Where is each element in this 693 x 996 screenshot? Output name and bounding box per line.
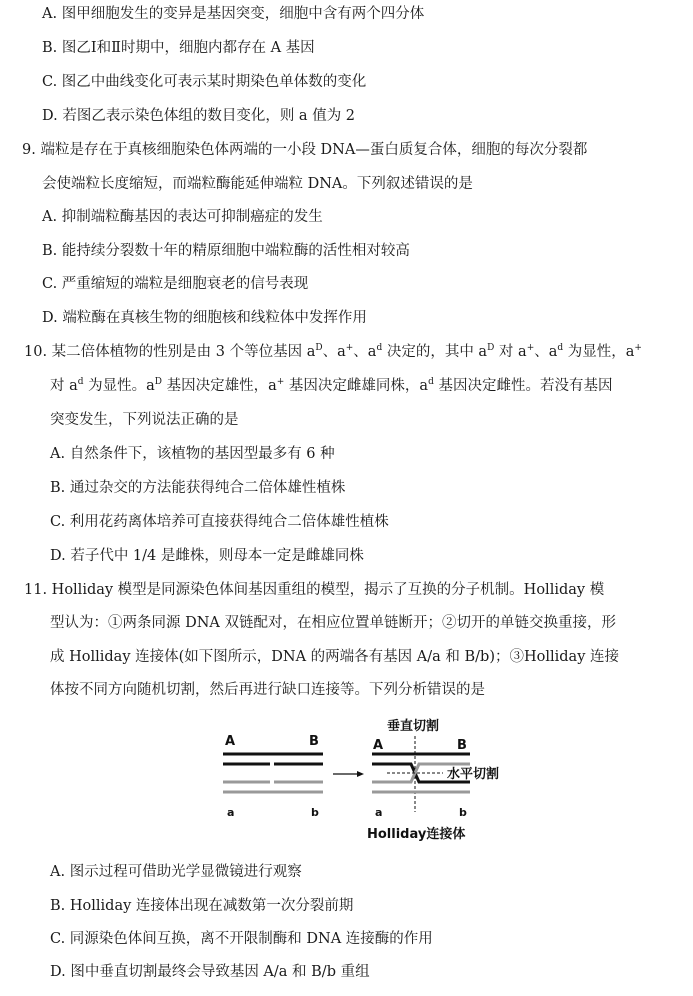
right-gene-b-label: b xyxy=(459,806,467,819)
q9-option-c: C. 严重缩短的端粒是细胞衰老的信号表现 xyxy=(42,276,309,292)
q10-option-c: C. 利用花药离体培养可直接获得纯合二倍体雄性植株 xyxy=(50,514,389,530)
left-gene-B-label: B xyxy=(309,734,319,749)
q11-option-a: A. 图示过程可借助光学显微镜进行观察 xyxy=(50,864,302,880)
q11-option-c: C. 同源染色体间互换，离不开限制酶和 DNA 连接酶的作用 xyxy=(50,931,433,947)
q11-stem-line3: 成 Holliday 连接体(如下图所示，DNA 的两端各有基因 A/a 和 B/b)；③Holliday 连接 xyxy=(50,649,619,665)
q11-stem-line2: 型认为：①两条同源 DNA 双链配对，在相应位置单链断开；②切开的单链交换重接，形 xyxy=(50,615,616,631)
q11-option-d: D. 图中垂直切割最终会导致基因 A/a 和 B/b 重组 xyxy=(50,964,370,980)
q9-option-d: D. 端粒酶在真核生物的细胞核和线粒体中发挥作用 xyxy=(42,310,367,326)
holliday-junction-label: Holliday连接体 xyxy=(367,827,466,842)
q10-option-a: A. 自然条件下，该植物的基因型最多有 6 种 xyxy=(50,446,335,462)
q11-option-b: B. Holliday 连接体出现在减数第一次分裂前期 xyxy=(50,898,354,914)
left-gene-A-label: A xyxy=(225,734,236,749)
right-gene-B-label: B xyxy=(457,738,467,753)
q8-option-b: B. 图乙Ⅰ和Ⅱ时期中，细胞内都存在 A 基因 xyxy=(42,40,315,56)
left-gene-b-label: b xyxy=(311,806,319,819)
vertical-cut-label: 垂直切割 xyxy=(387,719,440,734)
q10-option-d: D. 若子代中 1/4 是雌株，则母本一定是雌雄同株 xyxy=(50,548,364,564)
q9-stem-line1: 9. 端粒是存在于真核细胞染色体两端的一小段 DNA—蛋白质复合体，细胞的每次分裂都 xyxy=(22,142,588,158)
q11-stem-line4: 体按不同方向随机切割，然后再进行缺口连接等。下列分析错误的是 xyxy=(50,682,485,698)
right-gene-A-label: A xyxy=(373,738,384,753)
q11-stem-line1: 11. Holliday 模型是同源染色体间基因重组的模型，揭示了互换的分子机制。Holliday 模 xyxy=(24,582,605,598)
left-gene-a-label: a xyxy=(227,806,235,819)
right-gene-a-label: a xyxy=(375,806,383,819)
q10-option-b: B. 通过杂交的方法能获得纯合二倍体雄性植株 xyxy=(50,480,346,496)
q10-stem-line3: 突变发生，下列说法正确的是 xyxy=(50,412,239,428)
horizontal-cut-label: 水平切割 xyxy=(447,767,500,782)
q9-stem-line2: 会使端粒长度缩短，而端粒酶能延伸端粒 DNA。下列叙述错误的是 xyxy=(42,176,473,192)
q10-stem-line2: 对 $a^d$ 为显性。$a^D$ 基因决定雄性，a+ 基因决定雌雄同株，$a^d$ 基因决定雌性。若没有基因 xyxy=(50,377,613,394)
q8-option-d: D. 若图乙表示染色体组的数目变化，则 a 值为 2 xyxy=(42,108,356,124)
q8-option-c: C. 图乙中曲线变化可表示某时期染色单体数的变化 xyxy=(42,74,367,90)
process-arrow-head xyxy=(357,771,364,777)
q8-option-a: A. 图甲细胞发生的变异是基因突变，细胞中含有两个四分体 xyxy=(42,6,425,22)
q9-option-b: B. 能持续分裂数十年的精原细胞中端粒酶的活性相对较高 xyxy=(42,243,410,259)
holliday-diagram xyxy=(215,712,515,847)
q9-option-a: A. 抑制端粒酶基因的表达可抑制癌症的发生 xyxy=(42,209,323,225)
q10-stem-line1: 10. 某二倍体植物的性别是由 3 个等位基因 $a^D$、a+、$a^d$ 决定的，其中 $a^D$ 对 a+、$a^d$ 为显性，a+ xyxy=(24,343,642,360)
holliday-diagram-svg xyxy=(215,712,515,847)
